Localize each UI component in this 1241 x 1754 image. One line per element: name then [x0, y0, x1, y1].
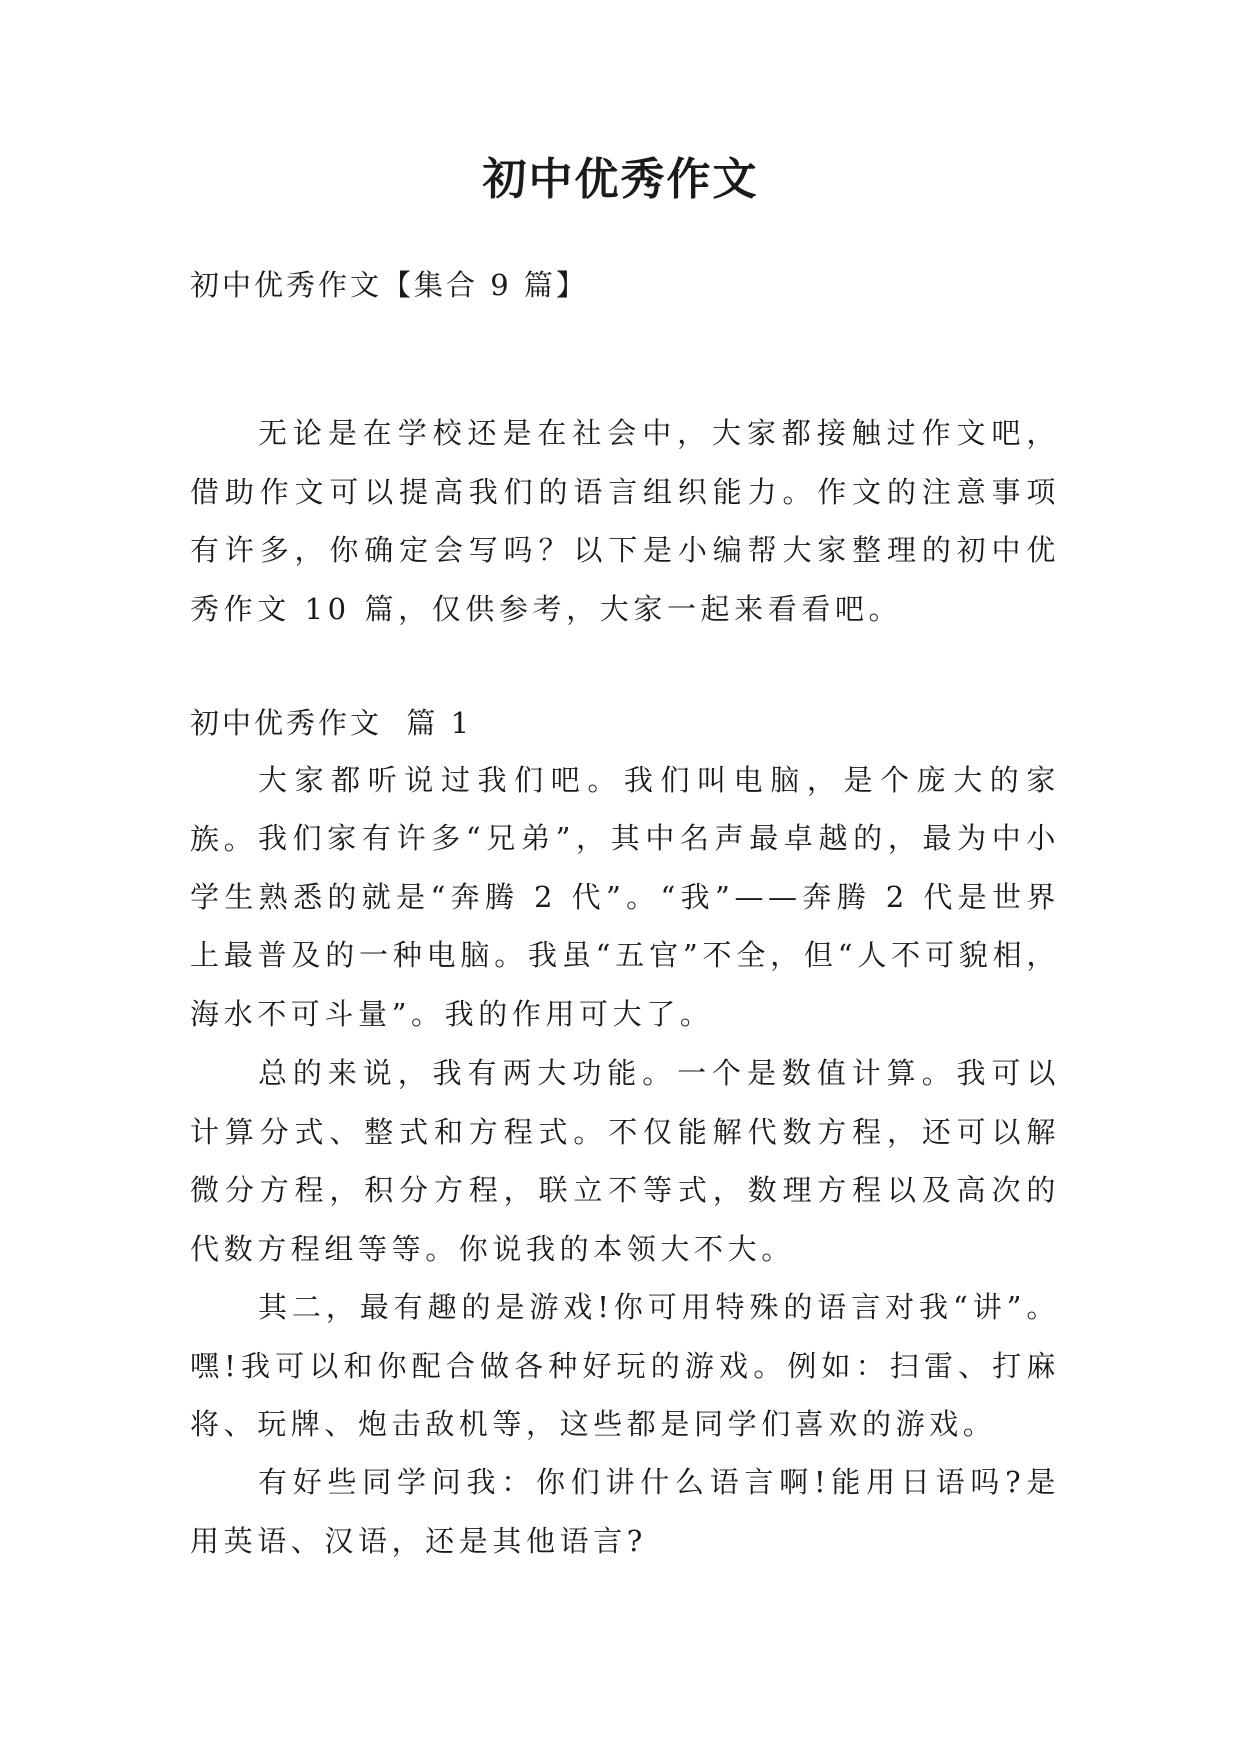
body-paragraph-5: 有好些同学问我：你们讲什么语言啊!能用日语吗?是用英语、汉语，还是其他语言?	[190, 1465, 1060, 1558]
section-heading: 初中优秀作文 篇 1	[190, 706, 473, 740]
intro-paragraph: 无论是在学校还是在社会中，大家都接触过作文吧，借助作文可以提高我们的语言组织能力。作文的注意事项有许多，你确定会写吗？以下是小编帮大家整理的初中优秀作文 10 篇，仅供参考，大家一起来看看吧。	[190, 416, 1060, 626]
body-paragraph-4: 其二，最有趣的是游戏!你可用特殊的语言对我“讲”。嘿!我可以和你配合做各种好玩的游戏。例如：扫雷、打麻将、玩牌、炮击敌机等，这些都是同学们喜欢的游戏。	[190, 1290, 1060, 1441]
document-title: 初中优秀作文	[482, 154, 759, 205]
body-paragraph-3: 总的来说，我有两大功能。一个是数值计算。我可以计算分式、整式和方程式。不仅能解代数方程，还可以解微分方程，积分方程，联立不等式，数理方程以及高次的代数方程组等等。你说我的本领大不大。	[190, 1056, 1060, 1266]
document-subtitle: 初中优秀作文【集合 9 篇】	[190, 268, 588, 302]
body-paragraph-1: 大家都听说过我们吧。我们叫电脑，是个庞大的家族。	[190, 763, 1060, 856]
body-paragraph-2: 我们家有许多“兄弟”，其中名声最卓越的，最为中小学生熟悉的就是“奔腾 2 代”。“我”——奔腾 2 代是世界上最普及的一种电脑。我虽“五官”不全，但“人不可貌相，海水不可斗量”。我的作用可大了。	[190, 821, 1060, 1031]
